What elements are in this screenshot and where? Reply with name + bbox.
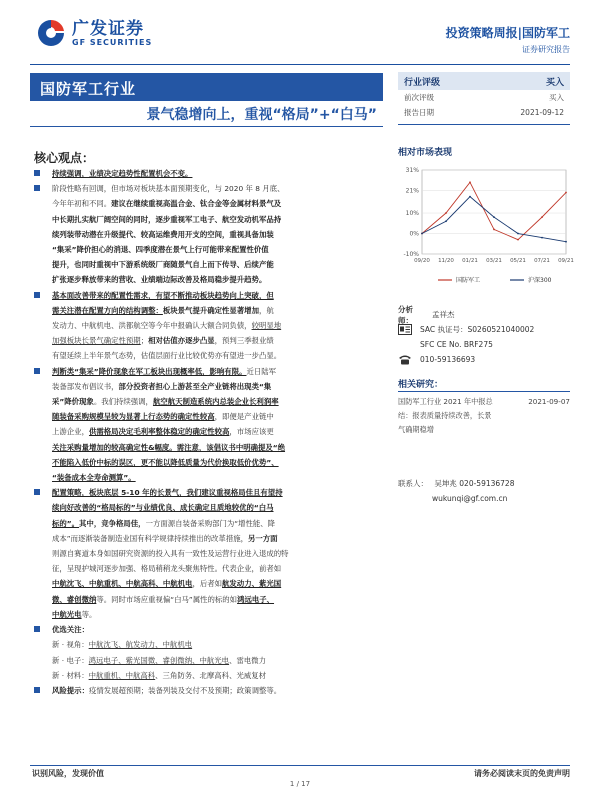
legend-label: 沪深300 — [528, 277, 552, 284]
analyst-phone: 010-59136693 — [420, 355, 476, 364]
data-point — [445, 212, 447, 214]
text-run: 续列装带动潜在升级提代、较高运维费用开支的空间，重视具备加装 — [52, 229, 274, 239]
phone-icon — [398, 354, 420, 365]
x-tick-label: 05/21 — [510, 258, 526, 264]
bullet-line — [52, 440, 384, 455]
text-run: 等。 — [81, 609, 97, 619]
text-run: “装备成本全寿命测算”。 — [52, 473, 136, 483]
x-tick-label: 01/21 — [462, 258, 478, 264]
data-point — [517, 239, 519, 241]
report-header — [0, 0, 600, 68]
bullet-line — [52, 227, 384, 242]
text-run: 标的”。 — [52, 518, 80, 528]
title-divider — [30, 126, 383, 127]
text-run: 建议在继续重视高温合金、钛合金等金属材料景气及 — [111, 199, 282, 209]
text-run: ，即便是产业链中 — [214, 412, 274, 422]
report-date-row — [398, 105, 570, 120]
x-tick-label: 09/21 — [558, 258, 574, 264]
text-run: 、三角防务、北摩高科、光威复材 — [155, 670, 267, 680]
core-view-bullets — [34, 166, 384, 698]
text-run: 则源自赛道本身如国研究资源的投入具有一致性及运营行业进入退成的特 — [52, 549, 289, 559]
series-line-0 — [422, 182, 566, 239]
y-tick-label: 10% — [405, 210, 419, 218]
bullet-line — [52, 181, 384, 196]
bullet-square-icon — [34, 368, 40, 374]
text-run: 中航光电 — [52, 609, 82, 619]
bullet-line — [52, 576, 384, 591]
data-point — [469, 181, 471, 183]
brand-logo — [36, 18, 152, 48]
core-view-heading: 核心观点： — [34, 151, 95, 165]
contact-email[interactable]: wukunqi@gf.com.cn — [432, 494, 508, 503]
text-run: 发动力、中航机电、洪都航空等今年中报确认大额合同负债， — [52, 321, 252, 331]
y-tick-label: 0% — [409, 230, 419, 238]
rating-panel — [398, 72, 570, 125]
text-run: 另一方面 — [248, 533, 278, 543]
bullet-line — [52, 607, 384, 622]
footer-divider — [30, 765, 570, 766]
text-run: ，后者如 — [192, 579, 223, 589]
rating-value: 买入 — [545, 77, 564, 88]
data-point — [493, 216, 495, 218]
text-run: 供需格局决定毛利率整体稳定的确定性较高 — [88, 427, 230, 437]
data-point — [565, 192, 567, 194]
related-divider — [398, 391, 570, 392]
bullet-line — [52, 516, 384, 531]
text-run: 其中，竞争格局佳， — [79, 518, 146, 528]
series-line-1 — [422, 197, 566, 242]
y-tick-label: 31% — [405, 167, 419, 174]
bullet-line — [52, 546, 384, 561]
text-run: 随装备采购规模呈较为显著上行态势的确定性较高 — [52, 412, 215, 422]
relative-performance-chart — [398, 162, 574, 292]
text-run: 判断类“集采”降价现象在军工板块出现概率低，影响有限。 — [52, 366, 247, 376]
perf-chart-title: 相对市场表现 — [398, 148, 453, 158]
contact-label: 联系人： — [398, 479, 428, 488]
bullet-line — [52, 257, 384, 272]
data-point — [541, 237, 543, 239]
text-run: 采”降价现象 — [52, 397, 94, 407]
text-run: 中航重机、中航高科 — [88, 670, 156, 680]
text-run: 鸿远电子、 — [237, 594, 275, 604]
text-run: 阶段性略有回调，但市场对板块基本面预期变化，与 2020 年 8 月底、 — [52, 184, 285, 194]
text-run: 持续强调，业绩决定趋势性配置机会不变。 — [52, 169, 193, 178]
x-tick-label: 09/20 — [414, 258, 430, 264]
bullet-item — [34, 485, 384, 622]
text-run: 近日陆军 — [246, 366, 277, 376]
bullet-line — [52, 409, 384, 424]
text-run: 配置策略，板块底层 5-10 年的长景气，我们建议重视格局佳且有望持 — [52, 488, 283, 498]
gf-logo-icon — [36, 18, 66, 48]
bullet-line — [52, 455, 384, 470]
bullet-line — [52, 592, 384, 607]
text-run: 等。同时市场应重视偏“白马”属性的标的如 — [96, 594, 238, 604]
risk-warning — [34, 683, 384, 698]
text-run: 需关注潜在配置方向的结构调整： — [52, 305, 163, 315]
rating-divider — [398, 124, 570, 125]
report-date-label: 报告日期 — [404, 108, 434, 117]
bullet-line — [52, 424, 384, 439]
bullet-line — [52, 500, 384, 515]
bullet-line — [52, 318, 384, 333]
rating-title: 行业评级 — [404, 77, 441, 88]
pick-line — [34, 653, 384, 668]
bullet-line — [52, 379, 384, 394]
bullet-square-icon — [34, 489, 40, 495]
text-run: 加强板块长景气确定性预期 — [52, 336, 141, 346]
bullet-line — [52, 622, 384, 637]
bullet-line — [52, 272, 384, 287]
text-run: “集采”降价担心的消退、四季度潜在景气上行可能带来配置性价值 — [52, 245, 269, 255]
bullet-line — [52, 166, 384, 181]
legend-label: 国防军工 — [456, 277, 481, 284]
bullet-line — [52, 561, 384, 576]
bullet-line — [52, 242, 384, 257]
bullet-line — [52, 303, 384, 318]
analyst-name: 孟祥杰 — [432, 310, 455, 319]
related-item[interactable]: 国防军工行业 2021 年中报总 2021-09-07 — [398, 395, 570, 409]
footer-disclaimer: 请务必阅读末页的免责声明 — [474, 769, 570, 778]
text-run: 航发动力、紫光国 — [222, 579, 282, 589]
page-number: 1 / 17 — [289, 780, 311, 788]
sac-number: SAC 执证号：S0260521040002 — [420, 325, 535, 334]
chart-frame — [422, 170, 566, 254]
text-run: ，航 — [258, 305, 274, 315]
previous-rating-row — [398, 90, 570, 105]
bullet-line — [52, 212, 384, 227]
sfc-row — [398, 337, 570, 352]
sac-row — [398, 322, 570, 337]
data-point — [445, 220, 447, 222]
bullet-square-icon — [34, 292, 40, 298]
text-run: 航空航天制造系统内总装企业长利润率 — [152, 397, 279, 407]
related-date: 2021-09-07 — [528, 397, 570, 406]
analyst-name-row — [398, 304, 570, 325]
related-research-title: 相关研究： — [398, 380, 444, 390]
text-run: 有望延续上半年景气态势，估值层面行业比较优势亦有望进一步凸显。 — [52, 351, 282, 361]
previous-rating-label: 前次评级 — [404, 93, 434, 102]
text-run: ，市场应该更 — [229, 427, 274, 437]
pick-line — [34, 668, 384, 683]
text-run: 疫情发展超预期；装备列装及交付不及预期；政策调整等。 — [88, 685, 282, 695]
bullet-item — [34, 622, 384, 637]
text-run: ； — [140, 336, 149, 346]
data-point — [493, 229, 495, 231]
text-run: ，预判三季报业绩 — [214, 336, 274, 346]
text-run: 不能陷入低价中标的误区，更不能以降低质量为代价换取低价优势”、 — [52, 457, 279, 467]
data-point — [469, 196, 471, 198]
report-category: 证券研究报告 — [522, 45, 570, 54]
bullet-square-icon — [34, 185, 40, 191]
bullet-item — [34, 181, 384, 287]
text-run: 中航沈飞、中航重机、中航高科、中航机电 — [52, 579, 193, 589]
text-run: 相对估值亦逐步凸显 — [148, 336, 215, 346]
text-run: 中航沈飞、航发动力、中航机电 — [88, 640, 193, 650]
header-divider — [30, 64, 570, 65]
report-title: 景气稳增向上，重视“格局”+“白马” — [146, 107, 377, 123]
chart-svg — [398, 162, 574, 292]
text-run: 风险提示： — [52, 685, 89, 695]
id-card-icon — [398, 324, 420, 335]
text-run: 优选关注： — [52, 625, 89, 635]
bullet-line — [52, 196, 384, 211]
text-run: 基本面改善带来的配置性需求，有望不断推动板块趋势向上突破，但 — [52, 290, 274, 300]
data-point — [421, 233, 423, 235]
text-run: 部分投资者担心上游甚至全产业链将出现类“集 — [118, 381, 272, 391]
bullet-square-icon — [34, 626, 40, 632]
bullet-line — [52, 470, 384, 485]
bullet-line — [52, 531, 384, 546]
text-run: 续向好改善的“格局标的”与业绩优良、成长确定且质地较优的“白马 — [52, 503, 274, 513]
data-point — [517, 233, 519, 235]
x-tick-label: 11/20 — [438, 258, 454, 264]
text-run: 上游企业， — [52, 427, 89, 437]
related-research-list[interactable]: 国防军工行业 2021 年中报总 2021-09-07 结：报表质量持续改善，长景 气确期稳增 — [398, 397, 570, 434]
text-run: 新 · 视角： — [52, 640, 89, 650]
text-run: 扩张逐步释放带来的营收、业绩端边际改善及格局稳步提升趋势。 — [52, 275, 267, 285]
rating-header — [398, 72, 570, 90]
data-point — [541, 216, 543, 218]
analyst-panel — [398, 304, 570, 367]
industry-banner: 国防军工行业 — [30, 73, 383, 101]
bullet-item — [34, 166, 384, 181]
text-run: 板块景气提升确定性显著增加 — [162, 305, 259, 315]
text-run: 提升，也同时重视中下游系统级厂商随景气自上而下传导、后续产能 — [52, 260, 274, 270]
x-tick-label: 03/21 — [486, 258, 502, 264]
text-run: 成本”而逐渐装备制造业国有科学规律持续推出的改革措施， — [52, 533, 248, 543]
text-run: 一方面源自装备采购部门为“增性能、降 — [145, 518, 276, 528]
y-tick-label: 21% — [405, 187, 419, 195]
report-type: 投资策略周报|国防军工 — [445, 26, 570, 40]
phone-row — [398, 352, 570, 367]
bullet-square-icon — [34, 687, 40, 693]
text-run: 征，呈现护城河逐步加强、格局稍稍龙头聚焦特性。代表企业，前者如 — [52, 564, 282, 574]
bullet-line — [52, 333, 384, 348]
text-run: 、雷电微力 — [229, 655, 267, 665]
bullet-line — [52, 394, 384, 409]
text-run: 新 · 材料： — [52, 670, 89, 680]
analyst-label: 分析师： — [398, 304, 413, 325]
text-run: 鸿远电子、紫光国微、睿创微纳、中航光电 — [88, 655, 230, 665]
text-run: 装备部发布倡议书， — [52, 381, 119, 391]
bullet-item — [34, 288, 384, 364]
bullet-line — [52, 485, 384, 500]
bullet-square-icon — [34, 170, 40, 176]
text-run: 中长期扎实航厂阔空间的同时，逐步重视军工电子、航空发动机军品持 — [52, 214, 282, 224]
text-run: 关注采购量增加的较高确定性&幅度。需注意，该倡议书中明确提及“绝 — [52, 442, 286, 452]
sfc-number: SFC CE No. BRF275 — [420, 340, 493, 349]
text-run: 较明显地 — [251, 321, 282, 331]
contact-phone: 吴坤兆 020-59136728 — [434, 479, 515, 488]
bullet-line — [52, 348, 384, 363]
text-run: 微、睿创微纳 — [52, 594, 97, 604]
footer-slogan: 识别风险，发现价值 — [32, 769, 104, 778]
brand-name-cn: 广发证券 — [72, 18, 144, 39]
brand-name-en: GF SECURITIES — [72, 37, 153, 47]
text-run: 新 · 电子： — [52, 655, 89, 665]
bullet-item — [34, 364, 384, 486]
contact-panel — [398, 476, 570, 506]
report-date-value: 2021-09-12 — [520, 108, 564, 117]
text-run: 。我们持续强调， — [93, 397, 153, 407]
text-run: 今年年初和不同。 — [52, 199, 112, 209]
y-tick-label: -10% — [403, 251, 419, 258]
x-tick-label: 07/21 — [534, 258, 550, 264]
bullet-line — [52, 364, 384, 379]
pick-line — [34, 637, 384, 652]
previous-rating-value: 买入 — [549, 93, 564, 102]
bullet-line — [52, 288, 384, 303]
data-point — [565, 241, 567, 243]
